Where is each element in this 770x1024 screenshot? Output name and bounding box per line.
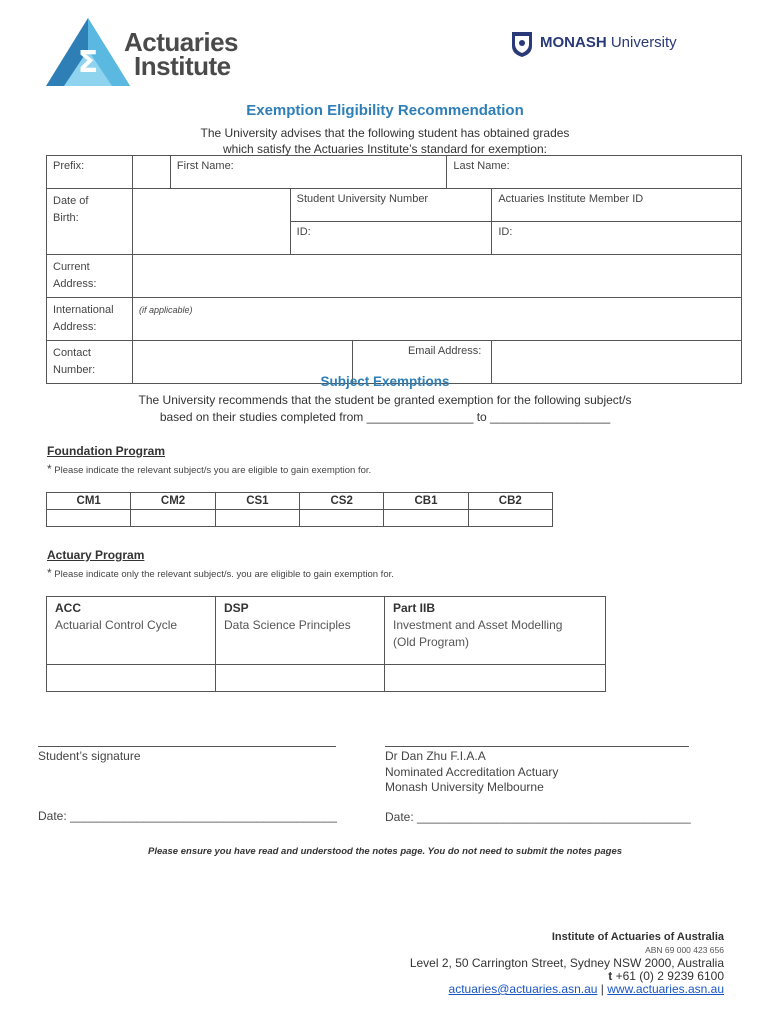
student-signature-label: Student’s signature [38, 749, 141, 763]
monash-crest-icon [510, 30, 534, 58]
page-title: Exemption Eligibility Recommendation [246, 102, 524, 119]
subject-cb2-checkbox[interactable] [468, 510, 552, 527]
footer-website-link[interactable]: www.actuaries.asn.au [607, 982, 724, 996]
footer-abn: ABN 69 000 423 656 [645, 945, 724, 955]
member-id-label: Actuaries Institute Member ID [492, 189, 742, 222]
subject-part-iib-checkbox[interactable] [385, 665, 606, 692]
international-address-label: International Address: [47, 298, 133, 341]
accreditor-signature-line[interactable] [385, 746, 689, 747]
foundation-program-heading: Foundation Program [47, 444, 165, 458]
actuaries-institute-logo [44, 16, 274, 88]
first-name-label: First Name: [176, 160, 234, 172]
notes-notice: Please ensure you have read and understood the notes page. You do not need to submit the notes pages [147, 846, 623, 857]
subject-cm1-label: CM1 [47, 493, 131, 510]
logo-line-2: Institute [134, 51, 231, 81]
footer-contact-links [449, 983, 724, 996]
subject-cm2-label: CM2 [131, 493, 215, 510]
footer-org: Institute of Actuaries of Australia [551, 931, 724, 943]
subject-cs1-checkbox[interactable] [215, 510, 299, 527]
actuary-subjects-table [46, 596, 606, 692]
signer-name: Dr Dan Zhu F.I.A.A [385, 749, 486, 763]
student-number-field[interactable]: ID: [290, 222, 492, 255]
contact-number-label: Contact Number: [47, 341, 133, 384]
actuary-program-heading: Actuary Program [47, 548, 145, 562]
monash-rest: University [606, 34, 677, 51]
subject-exemptions-title: Subject Exemptions [320, 374, 450, 389]
student-number-label: Student University Number [290, 189, 492, 222]
footer-email-link[interactable]: actuaries@actuaries.asn.au [448, 982, 598, 996]
member-id-field[interactable]: ID: [492, 222, 742, 255]
subject-cb1-label: CB1 [384, 493, 468, 510]
student-date-field[interactable]: Date: ________________________________________ [38, 809, 337, 823]
prefix-field[interactable] [132, 156, 170, 189]
subject-cm2-checkbox[interactable] [131, 510, 215, 527]
dob-field[interactable] [132, 189, 290, 255]
footer-address: Level 2, 50 Carrington Street, Sydney NSW 2000, Australia [409, 956, 724, 970]
monash-bold: MONASH [540, 34, 607, 51]
last-name-field[interactable] [447, 156, 742, 189]
subject-acc: ACC Actuarial Control Cycle [47, 597, 216, 665]
subject-dsp-checkbox[interactable] [216, 665, 385, 692]
subject-dsp: DSP Data Science Principles [216, 597, 385, 665]
subject-part-iib: Part IIB Investment and Asset Modelling (Old Program) [385, 597, 606, 665]
email-label: Email Address: [352, 341, 492, 384]
foundation-note: * Please indicate the relevant subject/s you are eligible to gain exemption for. [47, 462, 372, 476]
signer-org: Monash University Melbourne [385, 780, 544, 794]
current-address-label: Current Address: [47, 255, 133, 298]
subject-cs2-checkbox[interactable] [300, 510, 384, 527]
triangle-logo-icon [44, 16, 132, 88]
subject-cb1-checkbox[interactable] [384, 510, 468, 527]
svg-text:Σ: Σ [77, 45, 99, 80]
foundation-subjects-table [46, 492, 553, 527]
subject-cb2-label: CB2 [468, 493, 552, 510]
current-address-field[interactable] [132, 255, 741, 298]
subject-exemptions-line-2: based on their studies completed from ________________ to __________________ [159, 410, 611, 424]
dob-label: Date of Birth: [47, 189, 133, 255]
last-name-label: Last Name: [453, 160, 510, 172]
first-name-field[interactable] [170, 156, 447, 189]
international-address-field[interactable]: (if applicable) [132, 298, 741, 341]
subject-acc-checkbox[interactable] [47, 665, 216, 692]
subject-cs2-label: CS2 [300, 493, 384, 510]
student-signature-line[interactable] [38, 746, 336, 747]
subject-exemptions-line-1: The University recommends that the student be granted exemption for the following subject/s [138, 393, 632, 407]
logo-line-1: Actuaries [124, 27, 238, 57]
subject-cs1-label: CS1 [215, 493, 299, 510]
if-applicable-note: (if applicable [138, 305, 190, 315]
accreditor-date-field[interactable]: Date: _________________________________________ [385, 810, 691, 824]
footer-separator: | [600, 982, 604, 996]
actuary-note: * Please indicate only the relevant subject/s. you are eligible to gain exemption for. [47, 566, 394, 580]
intro-line-2: which satisfy the Actuaries Institute’s standard for exemption: [223, 142, 547, 156]
subject-cm1-checkbox[interactable] [47, 510, 131, 527]
signer-role: Nominated Accreditation Actuary [385, 765, 559, 779]
intro-line-1: The University advises that the following student has obtained grades [200, 126, 570, 140]
monash-logo [510, 30, 710, 60]
prefix-label: Prefix: [47, 156, 133, 189]
footer-phone: t +61 (0) 2 9239 6100 [608, 969, 724, 983]
student-details-table [46, 155, 742, 384]
